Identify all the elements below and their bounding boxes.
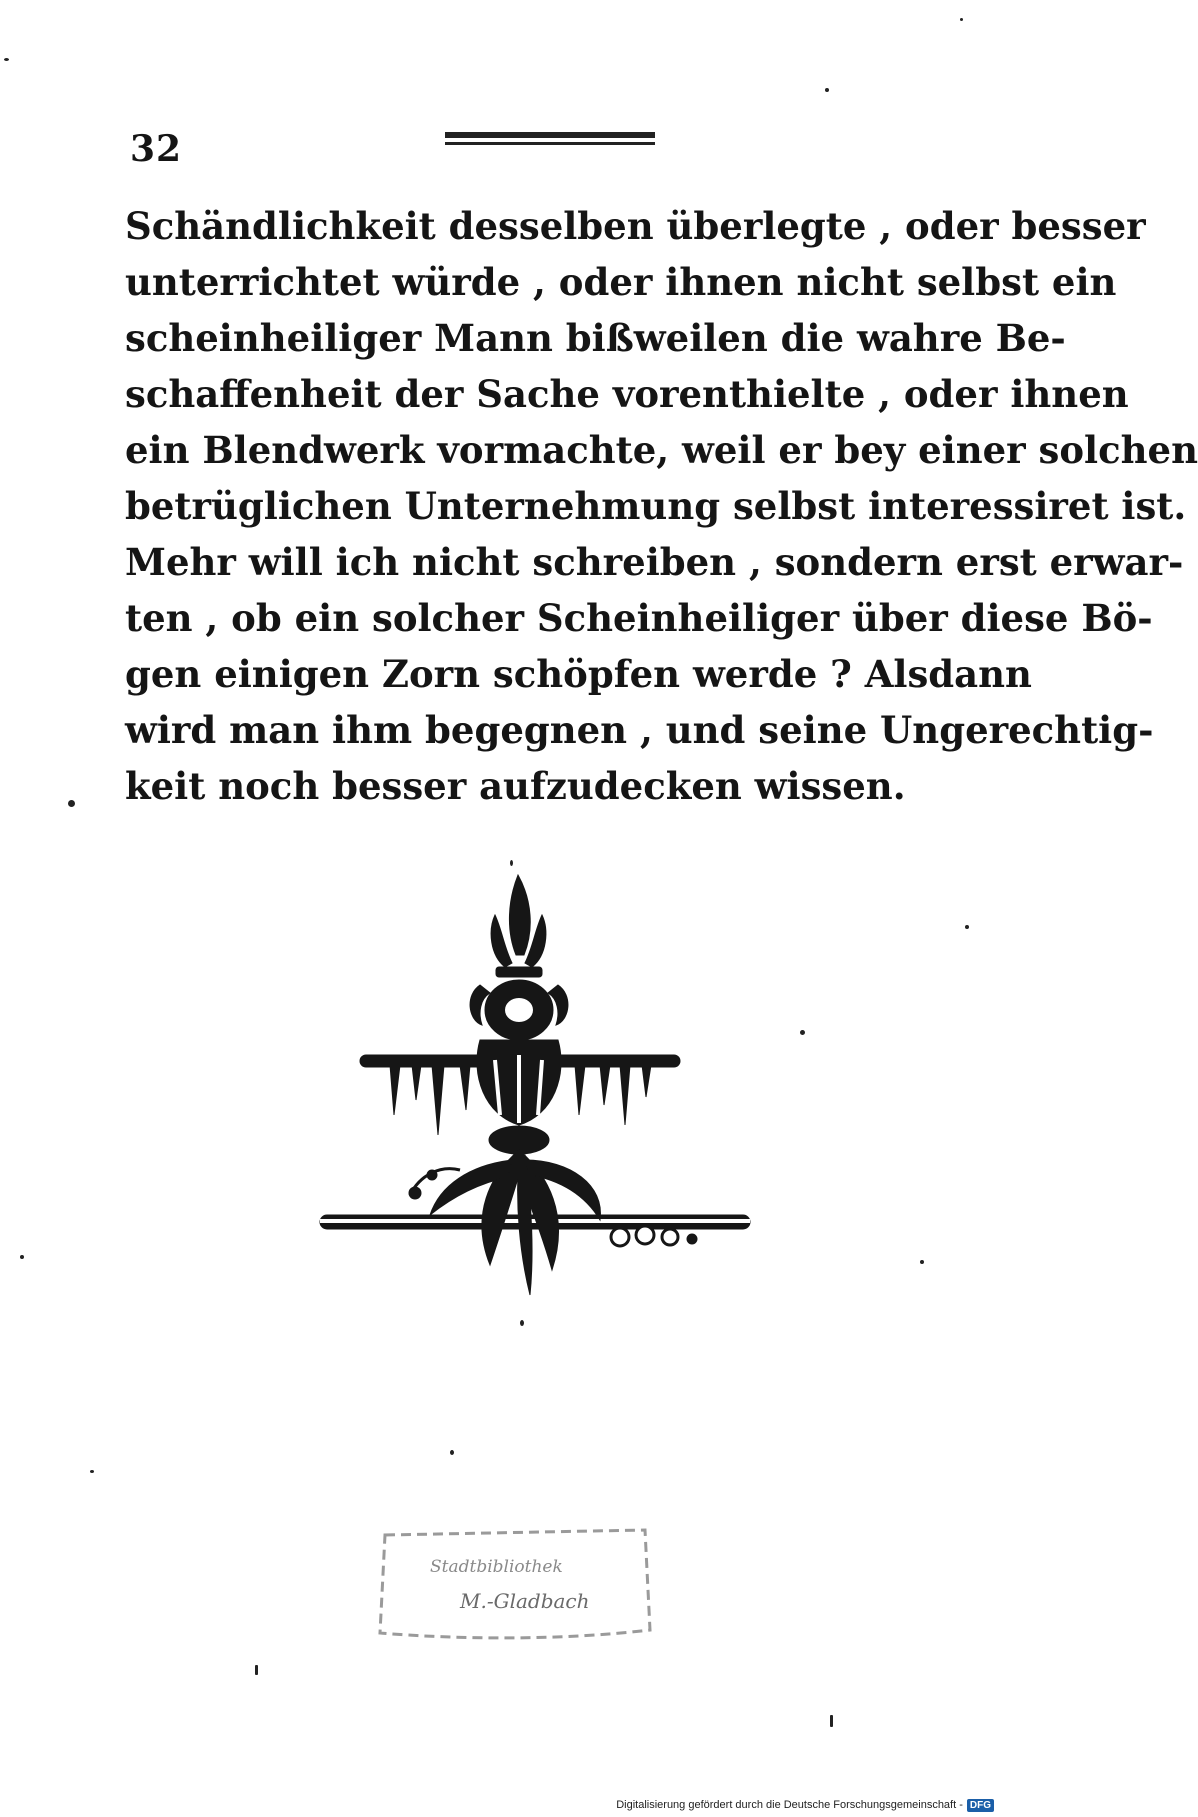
library-stamp: [365, 1515, 665, 1655]
text-line: wird man ihm begegnen , und seine Ungerechtig-: [125, 708, 1154, 752]
text-line: scheinheiliger Mann bißweilen die wahre Be-: [125, 316, 1066, 360]
text-line: Schändlichkeit desselben überlegte , oder besser: [125, 204, 1146, 248]
text-line: gen einigen Zorn schöpfen werde ? Alsdann: [125, 652, 1032, 696]
text-line: keit noch besser aufzudecken wissen.: [125, 764, 906, 808]
ornament-vignette: [320, 875, 760, 1315]
page-number: 32: [130, 128, 183, 170]
digitization-footer: [616, 1795, 994, 1815]
dfg-logo: DFG: [967, 1799, 994, 1812]
text-line: schaffenheit der Sache vorenthielte , oder ihnen: [125, 372, 1129, 416]
body-text: [125, 198, 1198, 814]
stamp-line-1: Stadtbibliothek: [430, 1557, 563, 1577]
text-line: ten , ob ein solcher Scheinheiliger über diese Bö-: [125, 596, 1153, 640]
footer-text: Digitalisierung gefördert durch die Deutsche Forschungsgemeinschaft -: [616, 1799, 963, 1811]
text-line: unterrichtet würde , oder ihnen nicht selbst ein: [125, 260, 1117, 304]
header-rule: [445, 132, 655, 148]
text-line: ein Blendwerk vormachte, weil er bey einer solchen: [125, 428, 1198, 472]
text-line: betrüglichen Unternehmung selbst interessiret ist.: [125, 484, 1187, 528]
stamp-line-2: M.-Gladbach: [460, 1589, 590, 1613]
text-line: Mehr will ich nicht schreiben , sondern erst erwar-: [125, 540, 1184, 584]
